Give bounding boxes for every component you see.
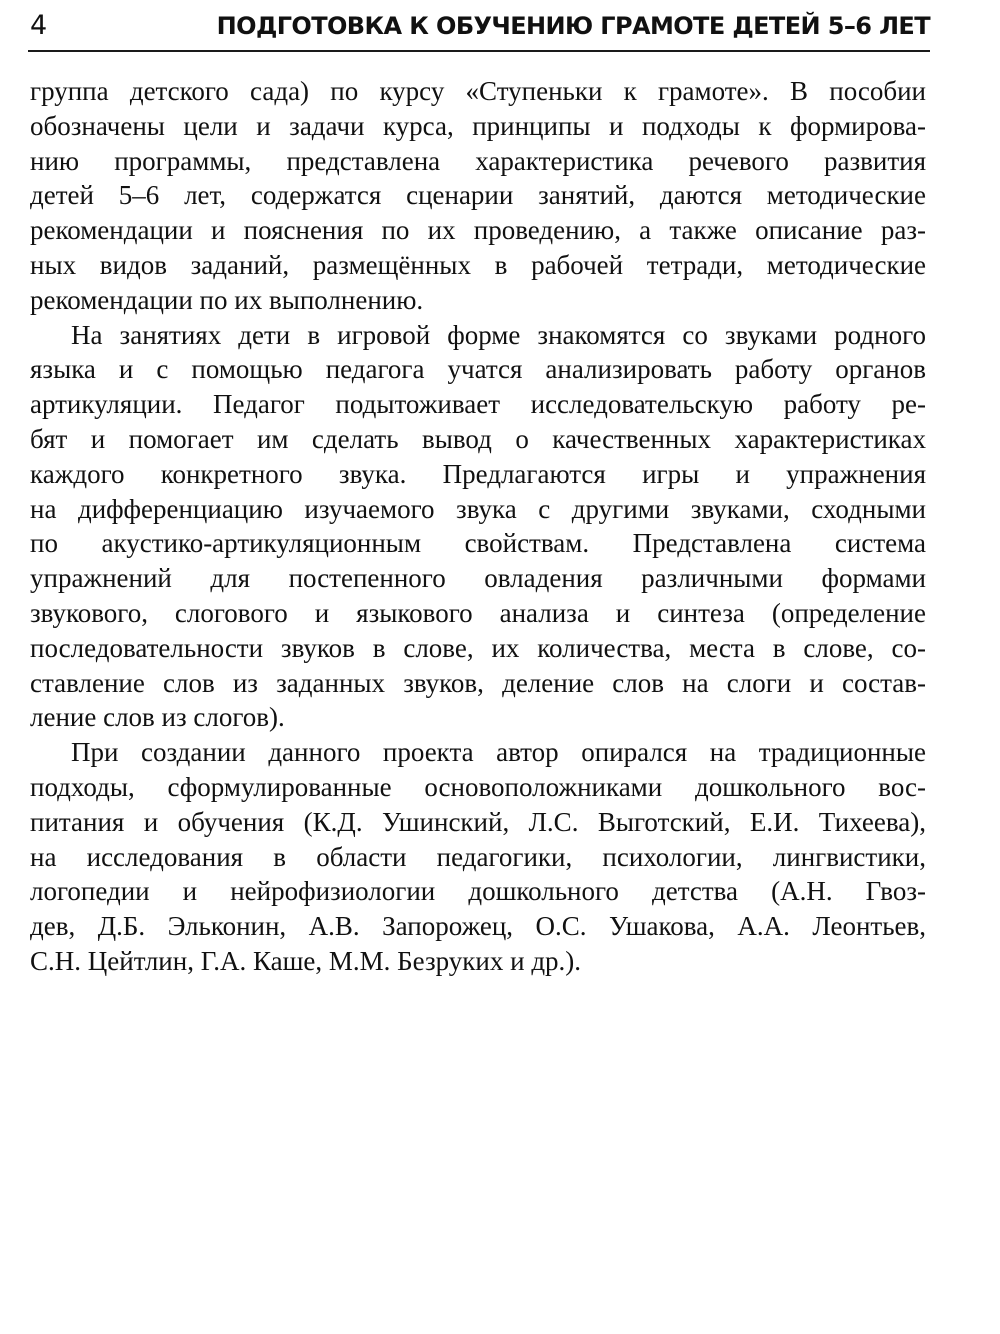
text-line: ных видов заданий, размещённых в рабочей тетради, методические (30, 249, 926, 280)
text-line: рекомендации по их выполнению. (30, 284, 424, 315)
text-line: питания и обучения (К.Д. Ушинский, Л.С. Выготский, Е.И. Тихеева), (30, 806, 926, 837)
text-line: подходы, сформулированные основоположниками дошкольного вос- (30, 771, 926, 802)
text-line: группа детского сада) по курсу «Ступеньки к грамоте». В пособии (30, 76, 926, 106)
text-line: каждого конкретного звука. Предлагаются игры и упражнения (30, 458, 926, 489)
text-line: ставление слов из заданных звуков, деление слов на слоги и состав- (30, 667, 926, 698)
body-text (30, 74, 926, 979)
running-header (28, 0, 930, 52)
text-line: С.Н. Цейтлин, Г.А. Каше, М.М. Безруких и др.). (30, 945, 582, 976)
text-line: последовательности звуков в слове, их количества, места в слове, со- (30, 632, 926, 663)
text-line: логопедии и нейрофизиологии дошкольного детства (А.Н. Гвоз- (30, 876, 926, 907)
chapter-title: ПОДГОТОВКА К ОБУЧЕНИЮ ГРАМОТЕ ДЕТЕЙ 5–6 ЛЕТ (216, 12, 930, 40)
page-number: 4 (30, 10, 48, 41)
text-line: На занятиях дети в игровой форме знакомятся со звуками родного (71, 319, 926, 350)
text-line: на исследования в области педагогики, психологии, лингвистики, (30, 841, 926, 872)
text-line: на дифференциацию изучаемого звука с другими звуками, сходными (30, 493, 926, 524)
text-line: звукового, слогового и языкового анализа и синтеза (определение (30, 597, 926, 628)
text-line: детей 5–6 лет, содержатся сценарии занятий, даются методические (30, 180, 926, 211)
text-line: нию программы, представлена характеристика речевого развития (30, 145, 926, 176)
text-line: дев, Д.Б. Эльконин, А.В. Запорожец, О.С. Ушакова, А.А. Леонтьев, (30, 911, 926, 942)
text-line: по акустико-артикуляционным свойствам. Представлена система (30, 528, 926, 559)
paragraph-2 (30, 318, 926, 736)
text-line: рекомендации и пояснения по их проведению, а также описание раз- (30, 215, 926, 246)
text-line: бят и помогает им сделать вывод о качественных характеристиках (30, 423, 926, 454)
text-line: артикуляции. Педагог подытоживает исследовательскую работу ре- (30, 389, 926, 420)
paragraph-1 (30, 74, 926, 318)
paragraph-3 (30, 735, 926, 979)
text-line: ление слов из слогов). (30, 702, 285, 733)
text-line: При создании данного проекта автор опирался на традиционные (71, 737, 926, 768)
text-line: обозначены цели и задачи курса, принципы и подходы к формирова- (30, 110, 926, 141)
text-line: языка и с помощью педагога учатся анализировать работу органов (30, 354, 926, 385)
text-line: упражнений для постепенного овладения различными формами (30, 563, 926, 594)
